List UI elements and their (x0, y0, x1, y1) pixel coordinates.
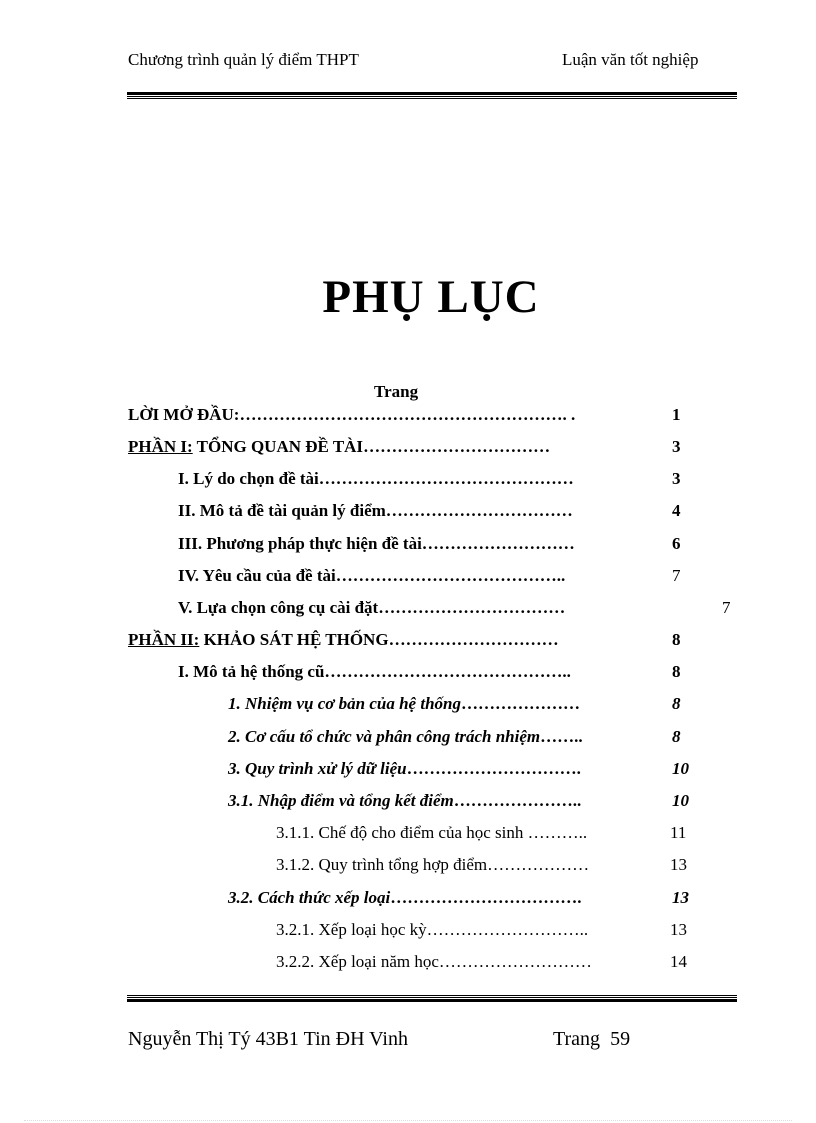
toc-entry-page: 8 (672, 694, 681, 713)
toc-entry-label: 1. Nhiệm vụ cơ bản của hệ thống (228, 694, 461, 713)
footer-rule (127, 995, 737, 1002)
toc-entry-page: 11 (670, 823, 687, 842)
toc-entry-page: 4 (672, 501, 681, 520)
toc-entry-label: 3.1.1. Chế độ cho điểm của học sinh (276, 823, 528, 842)
toc-entry-label: III. Phương pháp thực hiện đề tài (178, 534, 422, 553)
toc-entry-dots: ……….. (527, 823, 588, 842)
toc-entry-dots: …….. (540, 727, 583, 746)
toc-entry-label: 3. Quy trình xử lý dữ liệu (228, 759, 407, 778)
toc-entry-page: 7 (722, 598, 731, 617)
toc-entry-label: 3.1.2. Quy trình tổng hợp điểm (276, 855, 488, 874)
toc-entry-page: 7 (672, 566, 681, 585)
toc-entry-label: 3.2. Cách thức xếp loại (228, 888, 391, 907)
toc-entry-dots: …………………………… (385, 501, 573, 520)
header-rule (127, 92, 737, 99)
toc-heading: Trang (374, 382, 419, 401)
toc-entry-page: 10 (672, 759, 689, 778)
toc-entry-dots: ………………………… (388, 630, 559, 649)
toc-entry-dots: ………………….. (453, 791, 582, 810)
toc-entry-page: 14 (670, 952, 687, 971)
toc-entry-label: I. Mô tả hệ thống cũ (178, 662, 325, 681)
toc-entry-label: IV. Yêu cầu của đề tài (178, 566, 336, 585)
toc-entry-label: 3.2.1. Xếp loại học kỳ (276, 920, 427, 939)
footer-author: Nguyễn Thị Tý 43B1 Tin ĐH Vinh (128, 1028, 408, 1050)
toc-entry-dots: …………………………. (406, 759, 581, 778)
toc-entry-label: II. Mô tả đề tài quản lý điểm (178, 501, 386, 520)
toc-entry-dots: ……………………………………… (318, 469, 574, 488)
footer-page-label: Trang (553, 1028, 601, 1050)
page-bottom-edge (24, 1120, 792, 1121)
toc-entry-page: 8 (672, 727, 681, 746)
footer-page (553, 1028, 630, 1051)
toc-entry-page: 13 (672, 888, 689, 907)
toc-entry-page: 1 (672, 405, 681, 424)
header-left: Chương trình quản lý điểm THPT (128, 50, 359, 69)
toc-entry-label: 3.1. Nhập điểm và tổng kết điểm (228, 791, 454, 810)
toc-entry-page: 8 (672, 630, 681, 649)
header-right: Luận văn tốt nghiệp (562, 50, 699, 69)
toc-entry-label: 2. Cơ cấu tổ chức và phân công trách nhiệm (228, 727, 541, 746)
toc-entry-page: 10 (672, 791, 689, 810)
toc-entry-dots: …………………………… (363, 437, 551, 456)
toc-entry-dots: …………………………… (378, 598, 566, 617)
toc-entry-label: 3.2.2. Xếp loại năm học (276, 952, 439, 971)
toc-entry-dots: …………………………………………………. . (239, 405, 576, 424)
toc-entry-dots: ……………………… (421, 534, 575, 553)
toc-entry-part: PHẦN I: (128, 437, 193, 456)
toc-entry-page: 13 (670, 855, 687, 874)
toc-entry-dots: ………………………………….. (335, 566, 566, 585)
toc-entry-part: PHẦN II: (128, 630, 200, 649)
toc-entry-dots: ……………………………. (390, 888, 582, 907)
toc-entry-page: 3 (672, 437, 681, 456)
toc-entry-page: 8 (672, 662, 681, 681)
toc-entry-page: 13 (670, 920, 687, 939)
toc-entry-dots: ……………… (487, 855, 590, 874)
toc-entry-label: TỔNG QUAN ĐỀ TÀI (192, 437, 364, 456)
toc-entry-page: 6 (672, 534, 681, 553)
toc-entry-dots: ……………………… (438, 952, 592, 971)
toc-entry-label: LỜI MỞ ĐẦU: (128, 405, 240, 424)
toc-entry-dots: …………………………………….. (324, 662, 571, 681)
page-title: PHỤ LỤC (322, 271, 540, 323)
toc-entry-dots: ……………………….. (426, 920, 589, 939)
toc-entry-label: KHẢO SÁT HỆ THỐNG (199, 630, 389, 649)
toc-entry-page: 3 (672, 469, 681, 488)
toc-entry-label: I. Lý do chọn đề tài (178, 469, 319, 488)
toc-entry-dots: ………………… (460, 694, 580, 713)
toc-entry-label: V. Lựa chọn công cụ cài đặt (178, 598, 379, 617)
footer-page-number: 59 (610, 1028, 631, 1050)
